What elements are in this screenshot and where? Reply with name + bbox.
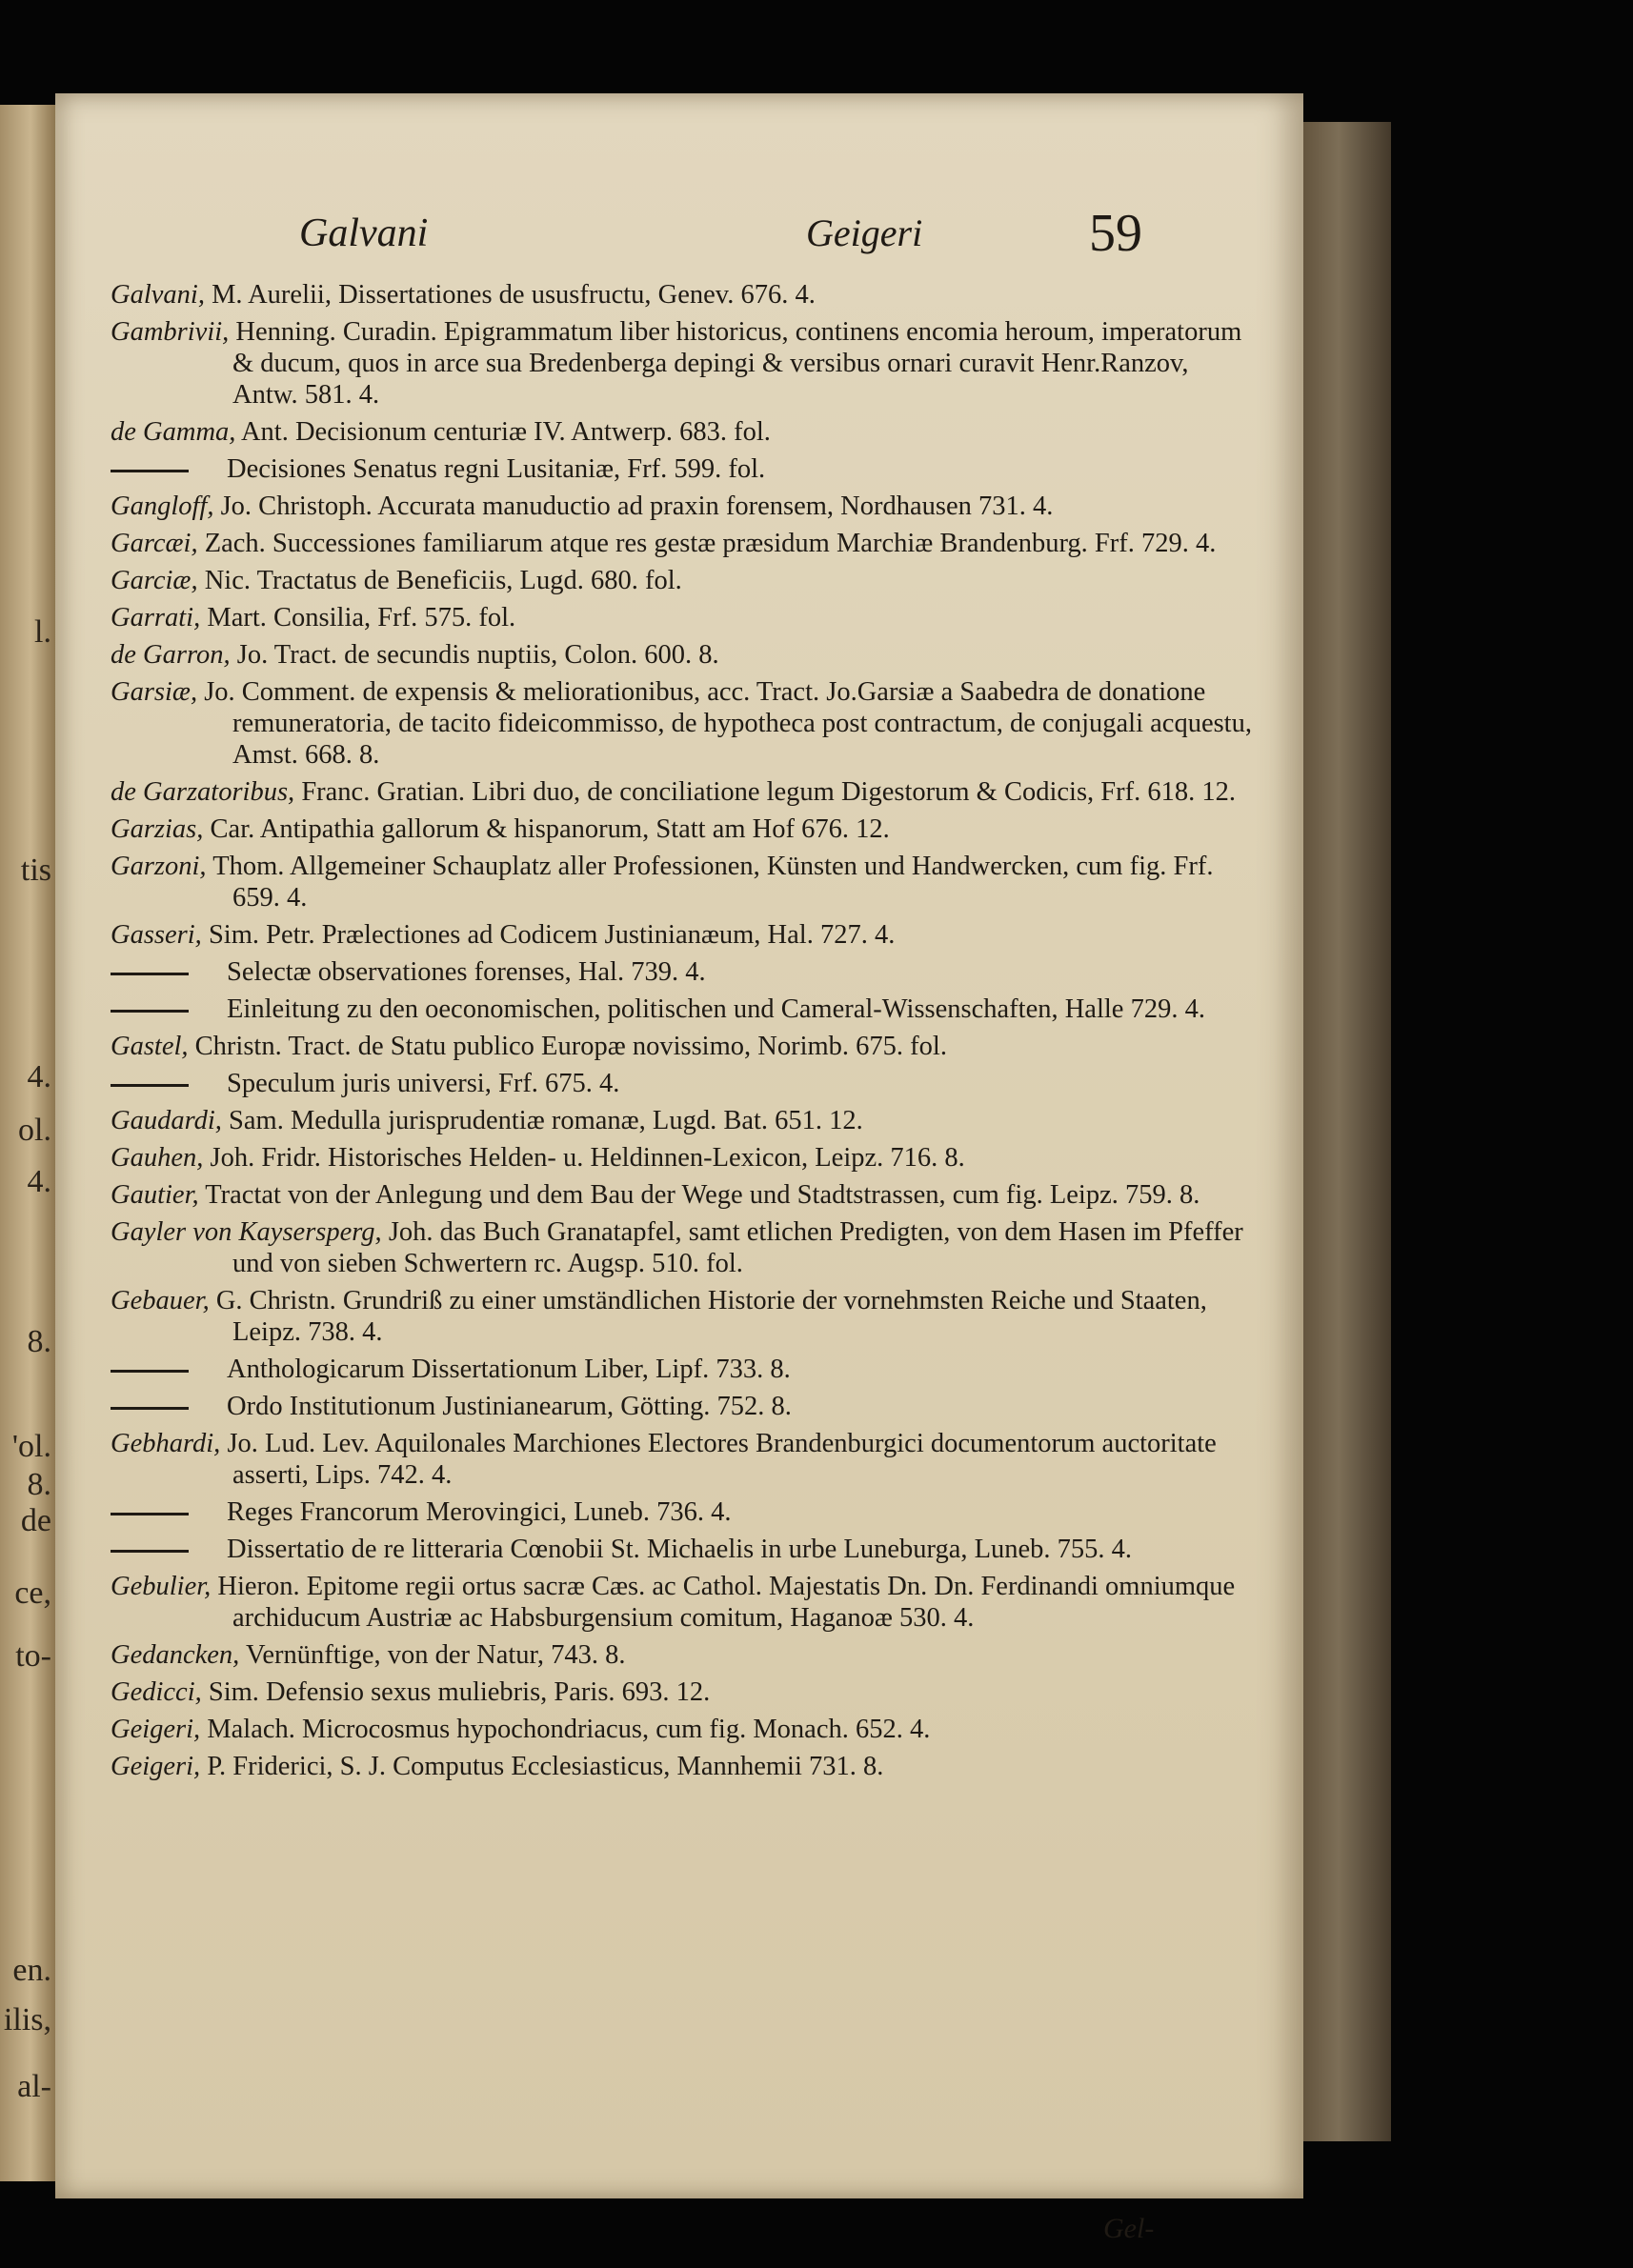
entry-text: Malach. Microcosmus hypochondriacus, cum fig. Monach. 652. 4. (207, 1715, 931, 1744)
entry-text: G. Christn. Grundriß zu einer umständlichen Historie der vornehmsten Reiche und Staaten, Leipz. 738. 4. (215, 1286, 1207, 1347)
bibliography-entry (111, 565, 1254, 596)
bibliography-entry (111, 1496, 1254, 1528)
running-header (55, 203, 1303, 270)
ditto-dash (111, 1550, 189, 1553)
bibliography-list (111, 279, 1254, 1788)
bibliography-entry (111, 994, 1254, 1025)
entry-author: de Garzatoribus, (111, 777, 295, 807)
bibliography-entry (111, 1285, 1254, 1348)
entry-text: Joh. das Buch Granatapfel, samt etlichen Predigten, von dem Hasen im Pfeffer und von sieben Schwertern rc. Augsp. 510. fol. (232, 1217, 1243, 1278)
entry-author: de Garron, (111, 640, 231, 670)
entry-text: Anthologicarum Dissertationum Liber, Lipf. 733. 8. (227, 1355, 791, 1384)
entry-text: Ordo Institutionum Justinianearum, Götting. 752. 8. (227, 1392, 792, 1421)
entry-text: Jo. Tract. de secundis nuptiis, Colon. 600. 8. (236, 640, 719, 670)
entry-text: Einleitung zu den oeconomischen, politischen und Cameral-Wissenschaften, Halle 729. 4. (227, 994, 1205, 1024)
entry-author: Geigeri, (111, 1752, 201, 1781)
entry-author: Garcæi, (111, 529, 198, 558)
bibliography-entry (111, 416, 1254, 448)
bibliography-entry (111, 1031, 1254, 1062)
entry-text: Henning. Curadin. Epigrammatum liber historicus, continens encomia heroum, imperatorum & ducum, quos in arce sua Bredenberga depingi & versibus ornari curavit Henr.Ranzov, Antw. 581. 4. (232, 317, 1242, 410)
bibliography-entry (111, 1751, 1254, 1782)
bibliography-entry (111, 316, 1254, 411)
bibliography-entry (111, 1571, 1254, 1634)
entry-author: Gambrivii, (111, 317, 230, 347)
entry-author: Gebhardi, (111, 1429, 221, 1458)
bibliography-entry (111, 1105, 1254, 1136)
left-page-fragment: al- (17, 2069, 51, 2104)
bibliography-entry (111, 776, 1254, 808)
left-page-fragment: tis (20, 853, 51, 888)
entry-text: Thom. Allgemeiner Schauplatz aller Professionen, Künsten und Handwercken, cum fig. Frf. 659. 4. (212, 852, 1214, 913)
entry-author: Gedicci, (111, 1677, 202, 1707)
previous-page-edge (0, 105, 58, 2181)
entry-author: Gebulier, (111, 1572, 212, 1601)
entry-author: de Gamma, (111, 417, 236, 447)
entry-text: M. Aurelii, Dissertationes de ususfructu, Genev. 676. 4. (212, 280, 816, 310)
ditto-dash (111, 1370, 189, 1373)
bibliography-entry (111, 528, 1254, 559)
entry-text: Christn. Tract. de Statu publico Europæ novissimo, Norimb. 675. fol. (194, 1032, 947, 1061)
left-page-fragment: l. (34, 614, 51, 650)
entry-author: Garsiæ, (111, 677, 198, 707)
bibliography-entry (111, 491, 1254, 522)
bibliography-entry (111, 1676, 1254, 1708)
bibliography-entry (111, 602, 1254, 633)
entry-text: P. Friderici, S. J. Computus Ecclesiasticus, Mannhemii 731. 8. (207, 1752, 884, 1781)
bibliography-entry (111, 919, 1254, 951)
bibliography-entry (111, 1142, 1254, 1174)
bibliography-entry (111, 851, 1254, 913)
left-page-fragment: ol. (18, 1113, 51, 1148)
entry-text: Jo. Christoph. Accurata manuductio ad praxin forensem, Nordhausen 731. 4. (220, 492, 1054, 521)
bibliography-entry (111, 453, 1254, 485)
left-page-fragment: 'ol. (11, 1429, 51, 1464)
entry-text: Tractat von der Anlegung und dem Bau der Wege und Stadtstrassen, cum fig. Leipz. 759. 8. (205, 1180, 1200, 1210)
catchword: Gel- (1103, 2213, 1155, 2244)
header-center: Geigeri (806, 211, 923, 254)
bibliography-entry (111, 1354, 1254, 1385)
entry-text: Ant. Decisionum centuriæ IV. Antwerp. 683. fol. (240, 417, 771, 447)
entry-text: Zach. Successiones familiarum atque res gestæ præsidum Marchiæ Brandenburg. Frf. 729. 4. (204, 529, 1217, 558)
book-page (55, 93, 1303, 2244)
ditto-dash (111, 973, 189, 975)
entry-author: Gauhen, (111, 1143, 204, 1173)
left-page-fragment: 4. (27, 1164, 51, 1199)
entry-author: Gebauer, (111, 1286, 210, 1315)
bibliography-entry (111, 1714, 1254, 1745)
bibliography-entry (111, 1534, 1254, 1565)
entry-text: Nic. Tractatus de Beneficiis, Lugd. 680. fol. (204, 566, 682, 595)
left-page-fragment: to- (15, 1638, 51, 1674)
bibliography-entry (111, 1428, 1254, 1491)
ditto-dash (111, 1084, 189, 1087)
entry-text: Reges Francorum Merovingici, Luneb. 736. 4. (227, 1497, 732, 1527)
bibliography-entry (111, 676, 1254, 771)
entry-text: Selectæ observationes forenses, Hal. 739. 4. (227, 957, 706, 987)
entry-author: Galvani, (111, 280, 205, 310)
left-page-fragment: 8. (27, 1324, 51, 1359)
page-number: 59 (1089, 204, 1142, 263)
entry-text: Mart. Consilia, Frf. 575. fol. (207, 603, 516, 632)
entry-text: Sam. Medulla jurisprudentiæ romanæ, Lugd. Bat. 651. 12. (229, 1106, 863, 1135)
ditto-dash (111, 1513, 189, 1515)
entry-author: Gautier, (111, 1180, 199, 1210)
bibliography-entry (111, 639, 1254, 671)
bibliography-entry (111, 1068, 1254, 1099)
bibliography-entry (111, 1179, 1254, 1211)
entry-text: Sim. Petr. Prælectiones ad Codicem Justinianæum, Hal. 727. 4. (208, 920, 896, 950)
left-page-fragment: en. (12, 1953, 51, 1988)
bibliography-entry (111, 813, 1254, 845)
entry-text: Jo. Lud. Lev. Aquilonales Marchiones Electores Brandenburgici documentorum auctoritate asserti, Lips. 742. 4. (227, 1429, 1217, 1490)
entry-author: Gangloff, (111, 492, 214, 521)
entry-text: Hieron. Epitome regii ortus sacræ Cæs. ac Cathol. Majestatis Dn. Dn. Ferdinandi omniumque archiducum Austriæ ac Habsburgensium comitum, Haganoæ 530. 4. (217, 1572, 1236, 1633)
entry-text: Decisiones Senatus regni Lusitaniæ, Frf. 599. fol. (227, 454, 766, 484)
left-page-fragment: ilis, (3, 2002, 51, 2037)
entry-author: Gayler von Kaysersperg, (111, 1217, 382, 1247)
entry-text: Sim. Defensio sexus muliebris, Paris. 693. 12. (208, 1677, 711, 1707)
bibliography-entry (111, 1391, 1254, 1422)
ditto-dash (111, 470, 189, 472)
entry-author: Garzoni, (111, 852, 207, 881)
entry-text: Joh. Fridr. Historisches Helden- u. Heldinnen-Lexicon, Leipz. 716. 8. (210, 1143, 965, 1173)
left-page-fragment: de (20, 1503, 51, 1538)
entry-text: Vernünftige, von der Natur, 743. 8. (245, 1640, 626, 1670)
book-fore-edge (1303, 122, 1391, 2141)
left-page-fragment: 8. (27, 1467, 51, 1502)
bibliography-entry (111, 956, 1254, 988)
bibliography-entry (111, 1216, 1254, 1279)
entry-text: Car. Antipathia gallorum & hispanorum, Statt am Hof 676. 12. (210, 814, 890, 844)
entry-author: Garciæ, (111, 566, 198, 595)
entry-author: Geigeri, (111, 1715, 201, 1744)
ditto-dash (111, 1010, 189, 1013)
entry-author: Gastel, (111, 1032, 189, 1061)
entry-text: Franc. Gratian. Libri duo, de conciliatione legum Digestorum & Codicis, Frf. 618. 12. (301, 777, 1237, 807)
left-page-fragment: ce, (14, 1576, 51, 1611)
entry-text: Speculum juris universi, Frf. 675. 4. (227, 1069, 620, 1098)
ditto-dash (111, 1407, 189, 1410)
left-page-fragment: 4. (27, 1059, 51, 1094)
entry-text: Dissertatio de re litteraria Cœnobii St. Michaelis in urbe Luneburga, Luneb. 755. 4. (227, 1535, 1133, 1564)
header-left: Galvani (299, 211, 429, 255)
entry-author: Gaudardi, (111, 1106, 222, 1135)
bibliography-entry (111, 279, 1254, 311)
entry-author: Garrati, (111, 603, 201, 632)
entry-text: Jo. Comment. de expensis & meliorationibus, acc. Tract. Jo.Garsiæ a Saabedra de donatione remuneratoria, de tacito fideicommisso, de hypotheca post contractum, de conjugali acquestu, Amst. 668. 8. (204, 677, 1252, 770)
entry-author: Gedancken, (111, 1640, 240, 1670)
entry-author: Gasseri, (111, 920, 202, 950)
entry-author: Garzias, (111, 814, 204, 844)
bibliography-entry (111, 1639, 1254, 1671)
